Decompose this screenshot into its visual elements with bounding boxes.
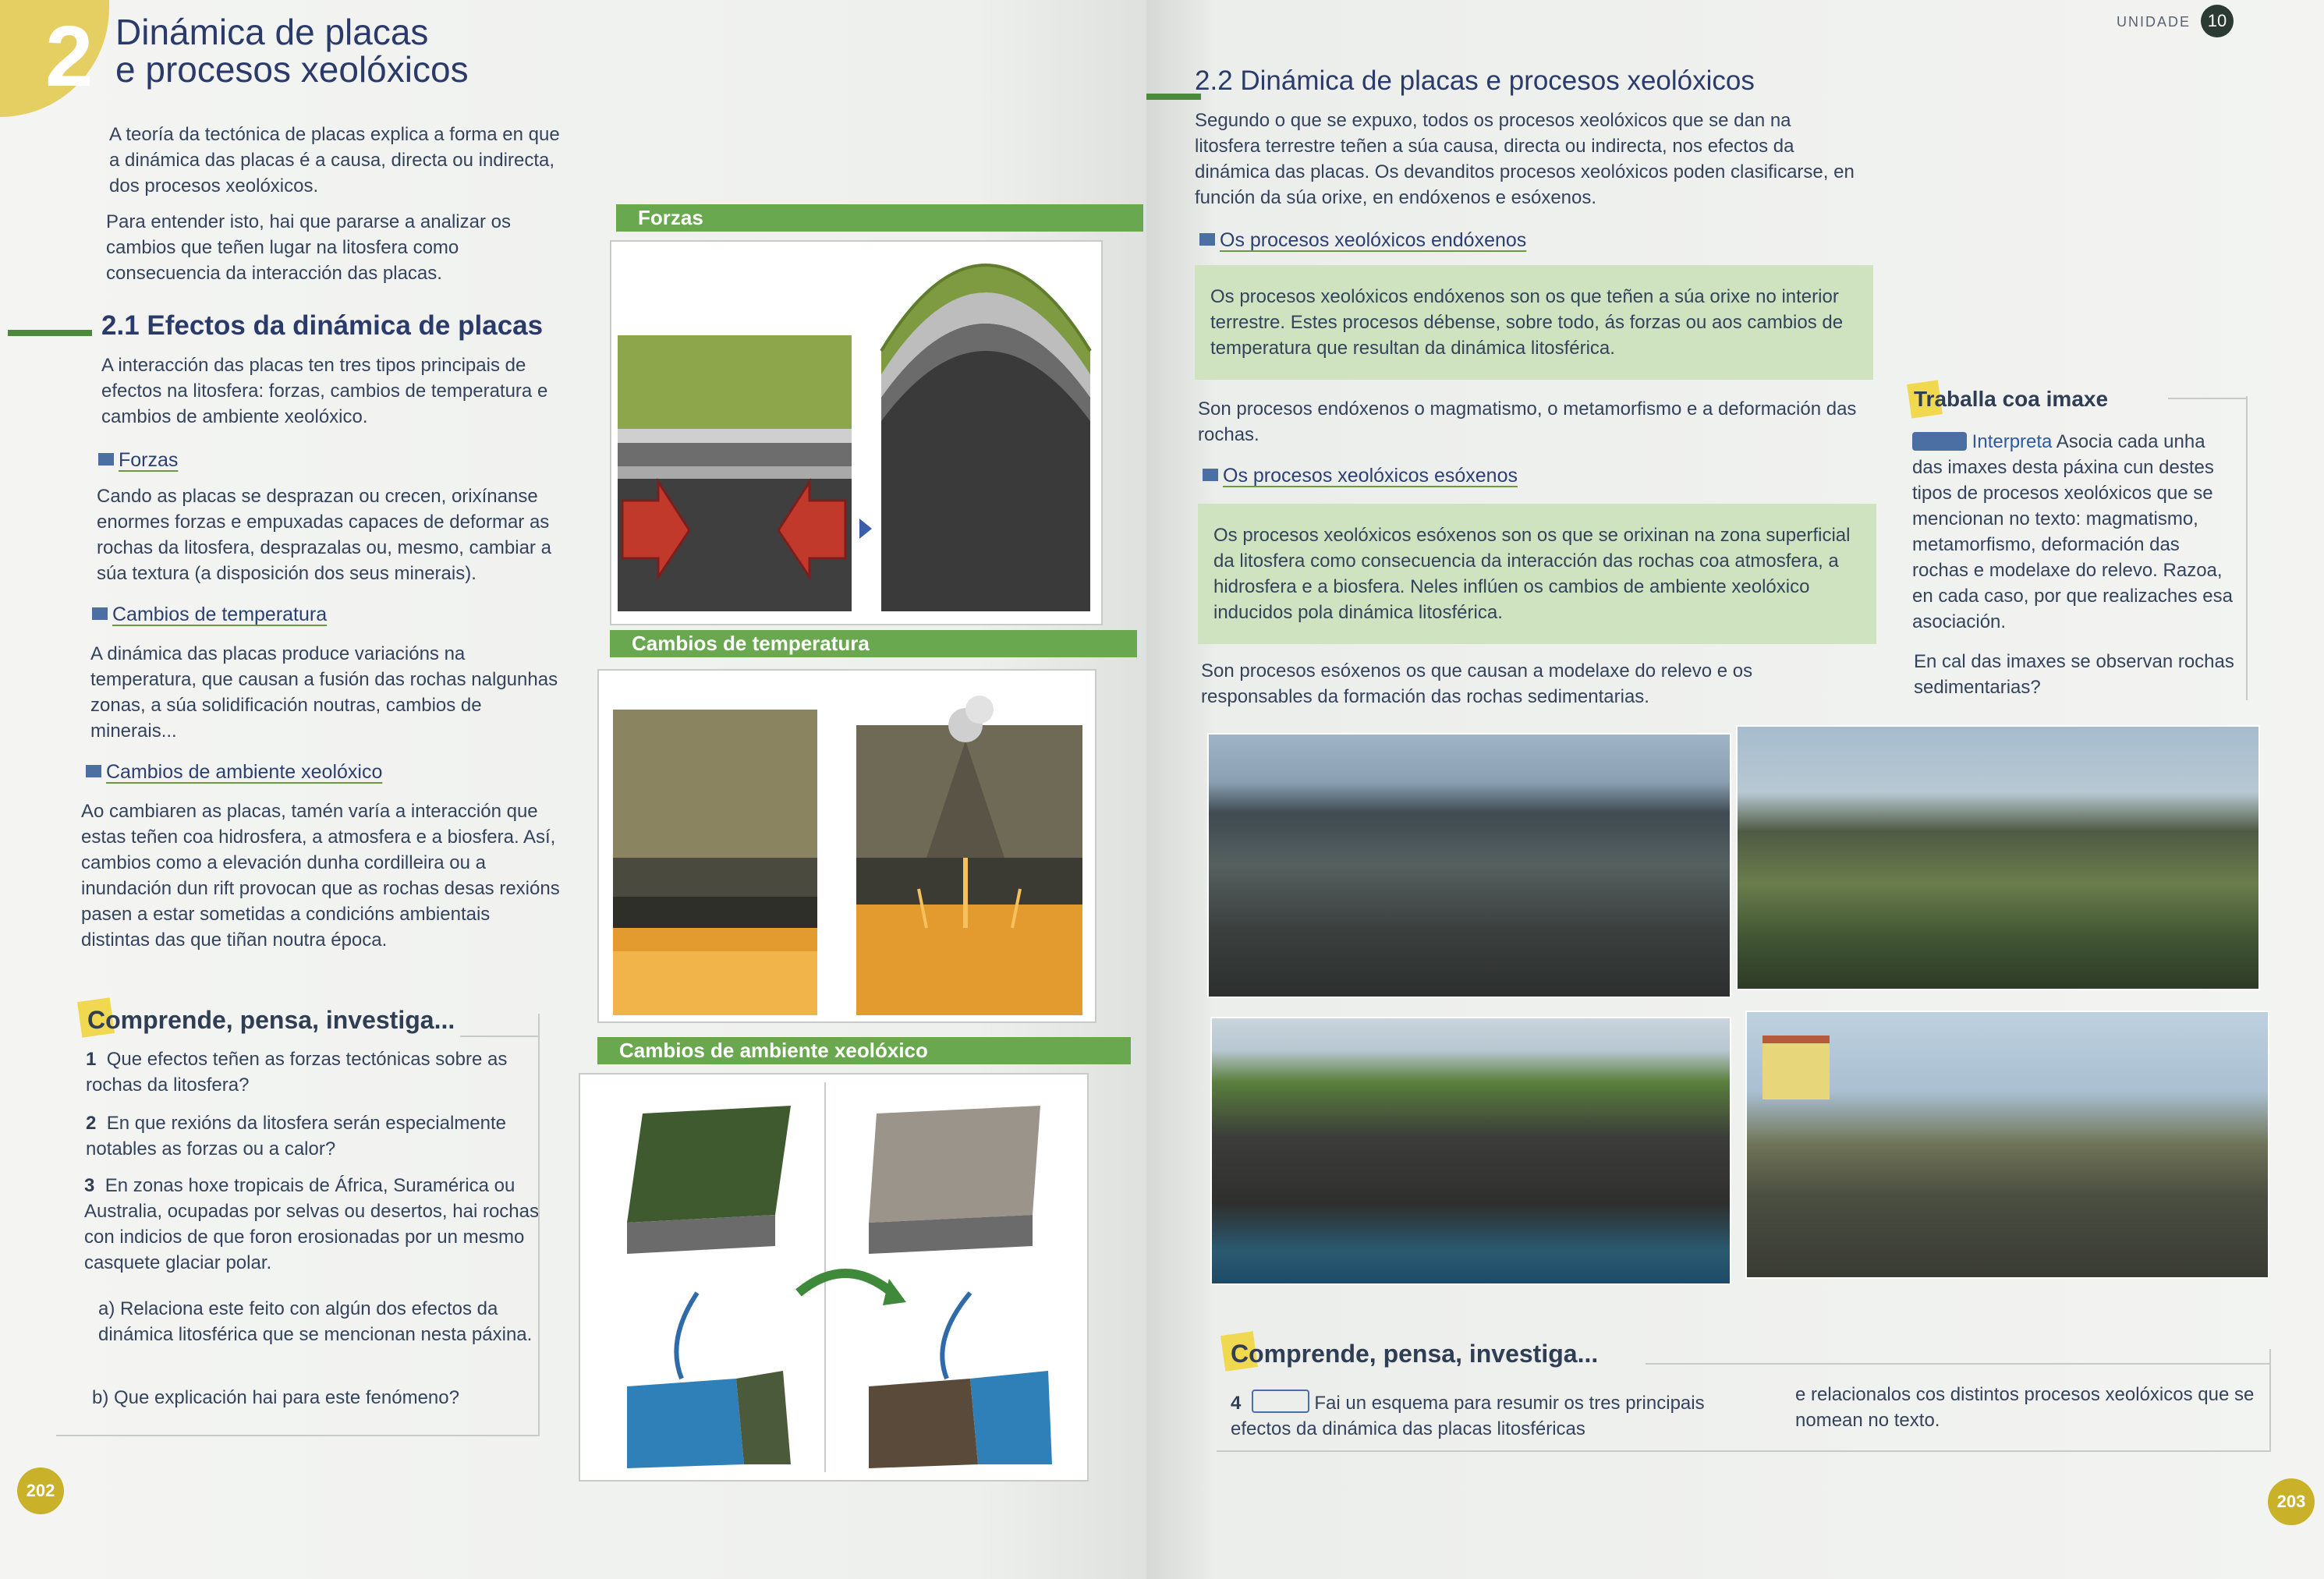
questions-heading-rule	[460, 1036, 538, 1037]
subtitle-esogenos: Os procesos xeolóxicos esóxenos	[1203, 465, 1518, 487]
chapter-number: 2	[45, 9, 94, 104]
ambiente-text: Ao cambiaren as placas, tamén varía a interacción que estas teñen coa hidrosfera, a atmosfera e a biosfera. Así, cambios como a elevación dunha cordilleira ou a inundación dun rift provocan que as rochas desas rexións pasen a estar sometidas a condicións ambientais distintas das que tiñan noutra época.	[81, 801, 560, 951]
right-questions-rule	[1646, 1363, 2269, 1365]
endogenos-box: Os procesos xeolóxicos endóxenos son os que teñen a súa orixe no interior terrestre. Estes procesos débense, sobre todo, ás forzas ou aos cambios de temperatura que resultan da dinámica litosférica.	[1195, 265, 1873, 380]
unit-badge: 10	[2201, 5, 2234, 37]
subtitle-ambiente: Cambios de ambiente xeolóxico	[86, 761, 382, 784]
environment-diagram	[580, 1074, 1087, 1480]
ambiente-illustration	[579, 1073, 1089, 1482]
esogenos-text: Son procesos esóxenos os que causan a modelaxe do relevo e os responsables da formación das rochas sedimentarias.	[1201, 660, 1753, 707]
banner-forzas: Forzas	[616, 204, 1143, 232]
subtitle-temperatura: Cambios de temperatura	[92, 604, 327, 626]
fold-diagram	[611, 242, 1101, 624]
endogenos-text: Son procesos endóxenos o magmatismo, o metamorfismo e a deformación das rochas.	[1198, 398, 1857, 445]
right-questions-heading: Comprende, pensa, investiga...	[1231, 1340, 1598, 1368]
question-3b: b) Que explicación hai para este fenómeno?	[92, 1387, 459, 1408]
right-section-title: 2.2 Dinámica de placas e procesos xeolóxicos	[1195, 65, 1755, 96]
left-page	[0, 0, 1146, 1579]
sidebar-text: Interpreta Asocia cada unha das imaxes desta páxina cun destes tipos de procesos xeolóxicos que se mencionan no texto: magmatismo, metamorfismo, deformación das rochas e modelaxe do relevo. Razoa, en cada caso, por que realizaches esa asociación.	[1912, 431, 2233, 632]
subtitle-endogenos: Os procesos xeolóxicos endóxenos	[1199, 229, 1526, 252]
photo-green-mountain	[1736, 725, 2260, 990]
section-bar	[8, 330, 92, 336]
unit-label: UNIDADE	[2117, 14, 2191, 30]
right-page	[1146, 0, 2324, 1579]
question-2: 2 En que rexións da litosfera serán especialmente notables as forzas ou a calor?	[86, 1113, 506, 1159]
sidebar-heading-rule	[2168, 398, 2246, 399]
forzas-illustration	[610, 240, 1103, 625]
esogenos-box: Os procesos xeolóxicos esóxenos son os que se orixinan na zona superficial da litosfera como consecuencia da interacción das rochas coa atmosfera, a hidrosfera e a biosfera. Neles inflúen os cambios de ambiente xeolóxico inducidos pola dinámica litosférica.	[1198, 504, 1876, 644]
page-number-left: 202	[17, 1467, 64, 1514]
question-1: 1 Que efectos teñen as forzas tectónicas sobre as rochas da litosfera?	[86, 1049, 508, 1096]
interpreta-icon	[1912, 432, 1967, 451]
page-number-right: 203	[2268, 1478, 2315, 1525]
sidebar-heading: Traballa coa imaxe	[1914, 387, 2108, 412]
lighthouse-building	[1762, 1036, 1830, 1099]
question-3a: a) Relaciona este feito con algún dos efectos da dinámica litosférica que se mencionan nesta páxina.	[98, 1298, 533, 1345]
section-bar-right	[1146, 94, 1201, 100]
banner-ambiente: Cambios de ambiente xeolóxico	[597, 1037, 1131, 1064]
temperatura-illustration	[597, 669, 1096, 1023]
question-4-col2: e relacionalos cos distintos procesos xeolóxicos que se nomean no texto.	[1795, 1384, 2255, 1431]
photo-coast-lighthouse	[1745, 1011, 2269, 1279]
photo-volcanic-landscape	[1207, 733, 1731, 998]
question-4: 4 Fai un esquema para resumir os tres principais efectos da dinámica das placas litosféricas	[1231, 1390, 1730, 1442]
volcano-diagram	[599, 671, 1095, 1021]
photo-sea-cliffs	[1210, 1017, 1731, 1285]
section-title: 2.1 Efectos da dinámica de placas	[101, 310, 544, 341]
temperatura-text: A dinámica das placas produce variacións na temperatura, que causan a fusión das rochas nalgunhas zonas, a súa solidificación noutras, cambios de minerais...	[90, 643, 558, 742]
chapter-title-line1: Dinámica de placas	[115, 12, 429, 52]
chapter-title-line2: e procesos xeolóxicos	[115, 49, 469, 90]
forzas-text: Cando as placas se desprazan ou crecen, orixínanse enormes forzas e empuxadas capaces de deformar as rochas da litosfera, desprazalas ou, mesmo, cambiar a súa textura (a disposición dos seus minerais).	[97, 486, 551, 584]
subtitle-forzas: Forzas	[98, 449, 178, 472]
intro-paragraph-2: Para entender isto, hai que pararse a analizar os cambios que teñen lugar na litosfera como consecuencia da interacción das placas.	[106, 211, 511, 284]
intro-paragraph-1: A teoría da tectónica de placas explica a forma en que a dinámica das placas é a causa, directa ou indirecta, dos procesos xeolóxicos.	[109, 124, 560, 196]
section-text: A interacción das placas ten tres tipos principais de efectos na litosfera: forzas, cambios de temperatura e cambios de ambiente xeolóxico.	[101, 355, 548, 427]
right-intro: Segundo o que se expuxo, todos os procesos xeolóxicos que se dan na litosfera terrestre teñen a súa causa, directa ou indirecta, nos efectos da dinámica das placas. Os devanditos procesos xeolóxicos poden clasificarse, en función da súa orixe, en endóxenos e esóxenos.	[1195, 110, 1855, 208]
question-3: 3 En zonas hoxe tropicais de África, Suramérica ou Australia, ocupadas por selvas ou desertos, hai rochas con indicios de que foron erosionadas por un mesmo casquete glaciar polar.	[84, 1175, 539, 1273]
task-icon	[1252, 1390, 1309, 1413]
banner-temperatura: Cambios de temperatura	[610, 630, 1137, 657]
sidebar-text-2: En cal das imaxes se observan rochas sedimentarias?	[1914, 651, 2234, 698]
questions-heading: Comprende, pensa, investiga...	[87, 1006, 455, 1035]
